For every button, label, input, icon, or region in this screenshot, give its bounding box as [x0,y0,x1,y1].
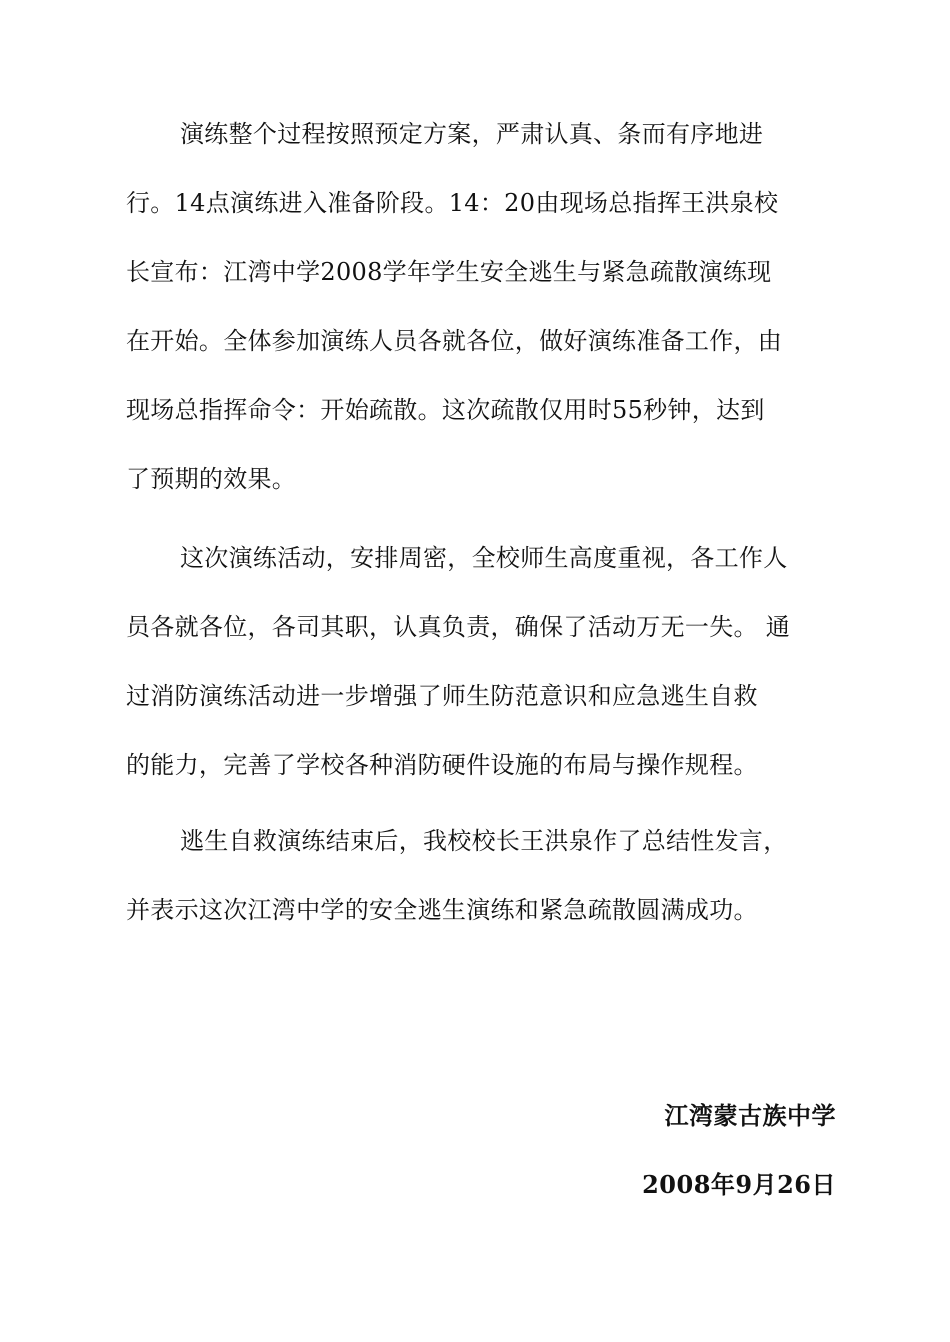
signature-date: 2008年9月26日 [642,1170,836,1199]
paragraph-line: 员各就各位，各司其职，认真负责，确保了活动万无一失。 通 [126,613,791,641]
paragraph-line: 现场总指挥命令：开始疏散。这次疏散仅用时55秒钟，达到 [126,396,765,424]
paragraph-line: 并表示这次江湾中学的安全逃生演练和紧急疏散圆满成功。 [126,896,758,924]
paragraph-line: 这次演练活动，安排周密，全校师生高度重视，各工作人 [180,544,788,572]
paragraph-line: 过消防演练活动进一步增强了师生防范意识和应急逃生自救 [126,682,758,710]
paragraph-line: 了预期的效果。 [126,465,297,493]
paragraph-line: 演练整个过程按照预定方案，严肃认真、条而有序地进 [180,120,764,148]
paragraph-line: 长宣布：江湾中学2008学年学生安全逃生与紧急疏散演练现 [126,258,772,286]
signature-organization: 江湾蒙古族中学 [664,1101,836,1130]
paragraph-line: 的能力，完善了学校各种消防硬件设施的布局与操作规程。 [126,751,758,779]
paragraph-line: 逃生自救演练结束后，我校校长王洪泉作了总结性发言， [180,827,788,855]
paragraph-line: 在开始。全体参加演练人员各就各位，做好演练准备工作，由 [126,327,783,355]
paragraph-line: 行。14点演练进入准备阶段。14：20由现场总指挥王洪泉校 [126,189,779,217]
